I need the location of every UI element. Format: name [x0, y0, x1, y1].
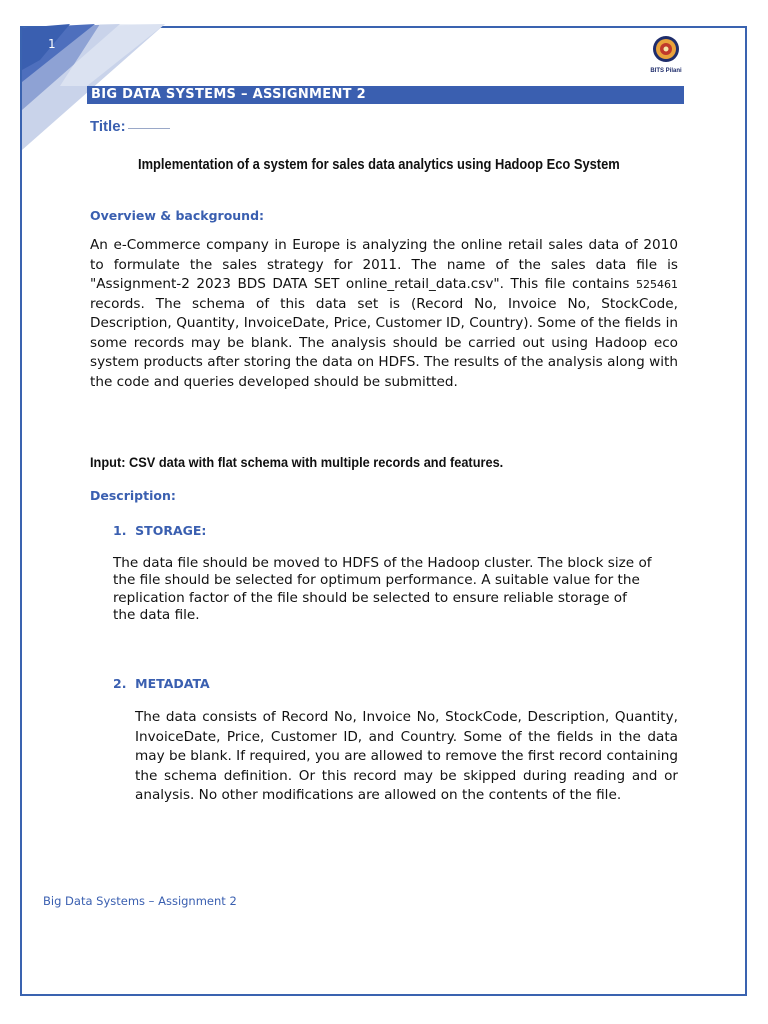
overview-paragraph: [90, 236, 678, 392]
storage-heading: [113, 523, 206, 538]
overview-heading: Overview & background:: [90, 208, 265, 223]
storage-paragraph: The data file should be moved to HDFS of the Hadoop cluster. The block size of the file should be selected for optimum performance. A suitable value for the replication factor of the file should be selected to ensure reliable storage of the data file.: [113, 555, 652, 624]
storage-number: 1.: [113, 523, 127, 538]
storage-title: STORAGE:: [135, 523, 207, 538]
metadata-title: METADATA: [135, 676, 210, 691]
metadata-heading: [113, 676, 210, 691]
description-heading: Description:: [90, 488, 176, 503]
title-label: Title:: [90, 118, 126, 135]
footer-text: Big Data Systems – Assignment 2: [43, 894, 237, 908]
overview-text-part2: records. The schema of this data set is (Record No, Invoice No, StockCode, Description, Quantity, InvoiceDate, Price, Customer ID, Country). Some of the fields in some records may be blank. The analysis should be carried out using Hadoop eco system products after storing the data on HDFS. The results of the analysis along with the code and queries developed should be submitted.: [90, 295, 678, 390]
input-statement: Input: CSV data with flat schema with multiple records and features.: [90, 455, 504, 470]
title-divider: [128, 128, 170, 129]
logo-text: BITS Pilani: [650, 68, 682, 74]
metadata-number: 2.: [113, 676, 127, 691]
record-count: 525461: [636, 278, 678, 291]
page-number: 1: [48, 37, 56, 51]
header-banner: BIG DATA SYSTEMS – ASSIGNMENT 2: [87, 86, 684, 104]
document-title: Implementation of a system for sales data analytics using Hadoop Eco System: [138, 156, 620, 173]
metadata-paragraph: The data consists of Record No, Invoice No, StockCode, Description, Quantity, InvoiceDate, Price, Customer ID, and Country. Some of the fields in the data may be blank. If required, you are allowed to remove the first record containing the schema definition. Or this record may be skipped during reading and or analysis. No other modifications are allowed on the contents of the file.: [135, 709, 678, 803]
overview-text-part1: An e-Commerce company in Europe is analyzing the online retail sales data of 2010 to formulate the sales strategy for 2011. The name of the sales data file is "Assignment-2 2023 BDS DATA SET online_retail_data.csv". This file contains: [90, 237, 678, 292]
